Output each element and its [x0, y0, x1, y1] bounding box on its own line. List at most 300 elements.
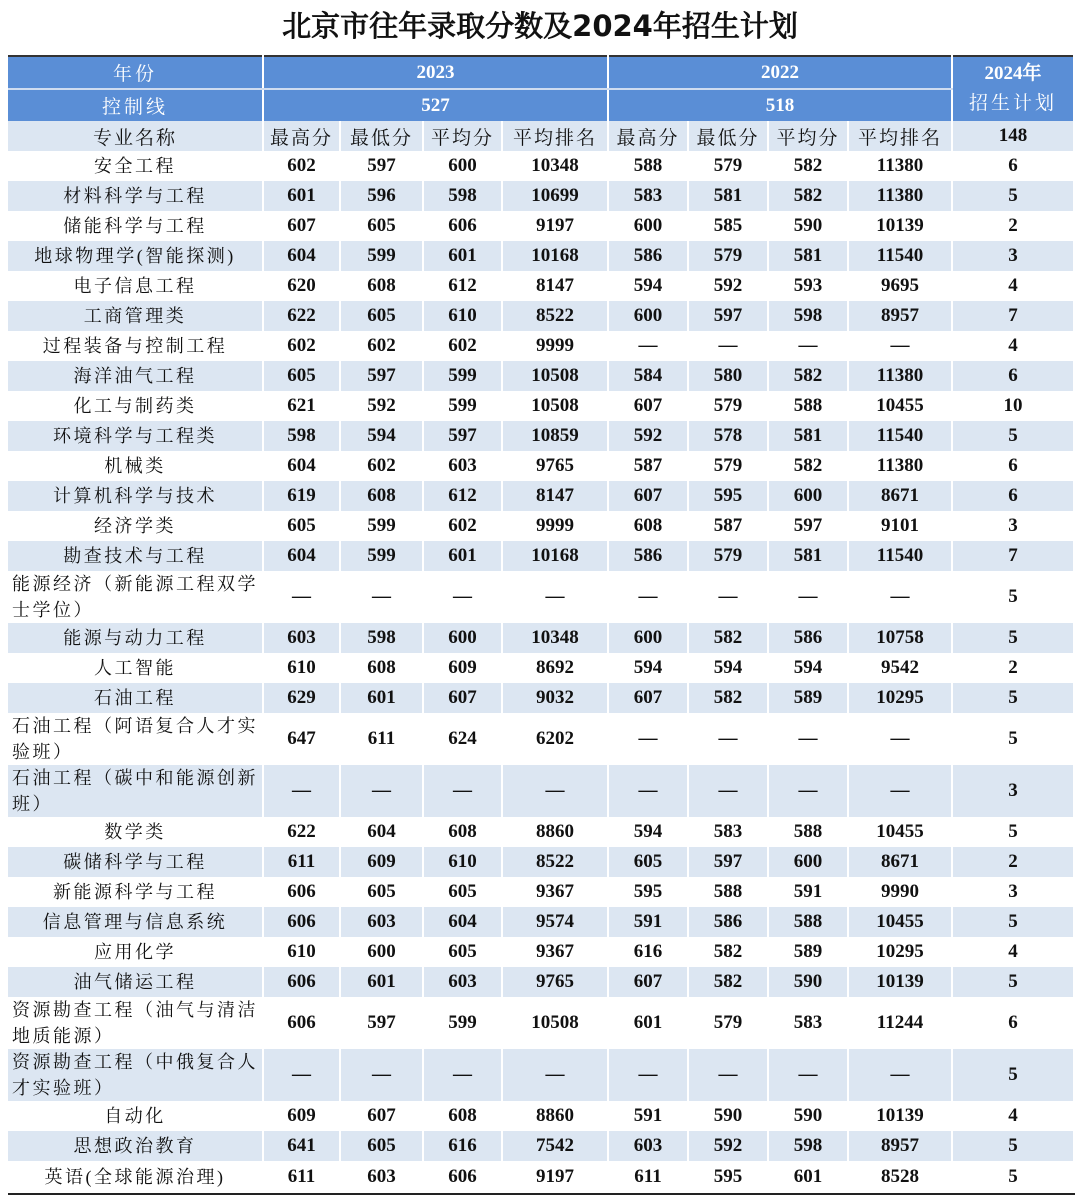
score-cell: 10168	[502, 241, 608, 271]
score-cell: 602	[340, 331, 423, 361]
score-cell: 609	[263, 1101, 340, 1131]
score-cell: 9101	[848, 511, 952, 541]
score-cell: 598	[340, 623, 423, 653]
score-cell: 588	[608, 151, 688, 181]
table-row	[8, 1131, 1074, 1161]
score-cell: 583	[608, 181, 688, 211]
score-cell: 11380	[848, 181, 952, 211]
plan-total: 148	[952, 121, 1074, 151]
table-row	[8, 241, 1074, 271]
score-cell: —	[768, 713, 848, 765]
score-cell: —	[688, 571, 768, 623]
score-cell: —	[848, 1049, 952, 1101]
score-cell: —	[423, 765, 502, 817]
score-cell: 586	[688, 907, 768, 937]
plan-cell: 4	[952, 331, 1074, 361]
score-cell: 600	[423, 151, 502, 181]
table-row	[8, 571, 1074, 623]
score-cell: 610	[423, 301, 502, 331]
major-name: 石油工程	[8, 683, 263, 713]
score-cell: 588	[688, 877, 768, 907]
major-name: 环境科学与工程类	[8, 421, 263, 451]
score-cell: 582	[768, 361, 848, 391]
score-cell: 592	[688, 271, 768, 301]
score-cell: 610	[263, 937, 340, 967]
header-row-year	[8, 56, 1074, 89]
major-label: 专业名称	[8, 121, 263, 151]
score-cell: 601	[263, 181, 340, 211]
column-header: 平均分	[423, 121, 502, 151]
score-cell: 605	[340, 211, 423, 241]
score-cell: 606	[423, 1161, 502, 1194]
score-cell: 604	[340, 817, 423, 847]
score-cell: 582	[768, 151, 848, 181]
score-cell: 600	[768, 481, 848, 511]
table-row	[8, 451, 1074, 481]
score-cell: 580	[688, 361, 768, 391]
table-row	[8, 421, 1074, 451]
score-cell: 11380	[848, 451, 952, 481]
score-cell: 583	[768, 997, 848, 1049]
score-cell: 8671	[848, 847, 952, 877]
score-cell: 592	[608, 421, 688, 451]
score-cell: 624	[423, 713, 502, 765]
score-cell: 610	[263, 653, 340, 683]
major-name: 过程装备与控制工程	[8, 331, 263, 361]
major-name: 材料科学与工程	[8, 181, 263, 211]
score-cell: 616	[423, 1131, 502, 1161]
score-cell: 8692	[502, 653, 608, 683]
score-cell: 599	[423, 997, 502, 1049]
score-cell: 579	[688, 541, 768, 571]
plan-cell: 3	[952, 511, 1074, 541]
year-2022: 2022	[608, 56, 952, 89]
plan-cell: 5	[952, 713, 1074, 765]
score-cell: 602	[263, 331, 340, 361]
score-cell: 10455	[848, 391, 952, 421]
major-name: 英语(全球能源治理)	[8, 1161, 263, 1194]
table-row	[8, 907, 1074, 937]
score-cell: 591	[768, 877, 848, 907]
score-cell: 9197	[502, 1161, 608, 1194]
score-cell: 611	[263, 1161, 340, 1194]
score-cell: 11540	[848, 421, 952, 451]
score-cell: 579	[688, 997, 768, 1049]
major-name: 计算机科学与技术	[8, 481, 263, 511]
score-cell: 590	[768, 211, 848, 241]
column-header: 最高分	[263, 121, 340, 151]
score-cell: 647	[263, 713, 340, 765]
score-cell: 590	[688, 1101, 768, 1131]
score-cell: 9999	[502, 511, 608, 541]
score-cell: 588	[768, 391, 848, 421]
score-cell: 605	[608, 847, 688, 877]
score-cell: —	[423, 571, 502, 623]
score-cell: 594	[608, 653, 688, 683]
table-row	[8, 211, 1074, 241]
plan-cell: 5	[952, 817, 1074, 847]
score-cell: 582	[768, 451, 848, 481]
plan-cell: 6	[952, 151, 1074, 181]
score-cell: 10168	[502, 541, 608, 571]
score-cell: 599	[423, 391, 502, 421]
table-row	[8, 847, 1074, 877]
score-cell: 587	[688, 511, 768, 541]
score-cell: 11540	[848, 241, 952, 271]
score-cell: —	[502, 571, 608, 623]
plan-cell: 5	[952, 1161, 1074, 1194]
score-cell: 588	[768, 817, 848, 847]
major-name: 自动化	[8, 1101, 263, 1131]
table-row	[8, 481, 1074, 511]
score-cell: 8957	[848, 1131, 952, 1161]
score-cell: 600	[423, 623, 502, 653]
score-cell: 9990	[848, 877, 952, 907]
score-cell: 589	[768, 683, 848, 713]
score-cell: 611	[263, 847, 340, 877]
score-cell: 601	[340, 683, 423, 713]
table-row	[8, 937, 1074, 967]
score-cell: 599	[340, 241, 423, 271]
major-name: 数学类	[8, 817, 263, 847]
score-cell: 607	[608, 683, 688, 713]
score-cell: 9197	[502, 211, 608, 241]
score-cell: 600	[340, 937, 423, 967]
score-cell: —	[848, 571, 952, 623]
major-name: 资源勘查工程（中俄复合人才实验班）	[8, 1049, 263, 1101]
major-name: 化工与制药类	[8, 391, 263, 421]
score-cell: 597	[340, 997, 423, 1049]
score-cell: —	[263, 765, 340, 817]
score-cell: 10295	[848, 683, 952, 713]
score-cell: 594	[688, 653, 768, 683]
score-cell: 598	[263, 421, 340, 451]
score-cell: —	[768, 571, 848, 623]
table-row	[8, 1101, 1074, 1131]
score-cell: 582	[688, 937, 768, 967]
major-name: 石油工程（阿语复合人才实验班）	[8, 713, 263, 765]
plan-cell: 7	[952, 541, 1074, 571]
score-cell: 604	[263, 241, 340, 271]
score-cell: 603	[423, 967, 502, 997]
score-cell: 601	[768, 1161, 848, 1194]
score-cell: 10508	[502, 997, 608, 1049]
score-cell: 10295	[848, 937, 952, 967]
score-cell: 593	[768, 271, 848, 301]
plan-cell: 5	[952, 623, 1074, 653]
score-cell: 622	[263, 817, 340, 847]
score-cell: 594	[608, 817, 688, 847]
score-cell: —	[608, 571, 688, 623]
score-cell: 601	[423, 241, 502, 271]
score-cell: —	[768, 765, 848, 817]
score-cell: 620	[263, 271, 340, 301]
score-cell: 584	[608, 361, 688, 391]
major-name: 资源勘查工程（油气与清洁地质能源）	[8, 997, 263, 1049]
score-cell: 607	[608, 481, 688, 511]
score-cell: 581	[768, 241, 848, 271]
score-cell: 603	[423, 451, 502, 481]
score-cell: —	[340, 1049, 423, 1101]
admission-scores-table	[8, 55, 1075, 1195]
score-cell: 9032	[502, 683, 608, 713]
score-cell: 598	[423, 181, 502, 211]
score-cell: 581	[688, 181, 768, 211]
score-cell: —	[263, 571, 340, 623]
score-cell: 590	[768, 967, 848, 997]
score-cell: 608	[340, 653, 423, 683]
score-cell: —	[768, 1049, 848, 1101]
score-cell: —	[340, 765, 423, 817]
plan-cell: 2	[952, 211, 1074, 241]
score-cell: 10758	[848, 623, 952, 653]
score-cell: 609	[340, 847, 423, 877]
score-cell: 6202	[502, 713, 608, 765]
major-name: 海洋油气工程	[8, 361, 263, 391]
table-row	[8, 331, 1074, 361]
score-cell: 579	[688, 241, 768, 271]
column-header: 平均分	[768, 121, 848, 151]
plan-cell: 5	[952, 571, 1074, 623]
score-cell: 597	[423, 421, 502, 451]
score-cell: 595	[688, 481, 768, 511]
score-cell: 10455	[848, 907, 952, 937]
score-cell: 582	[688, 967, 768, 997]
score-cell: 579	[688, 391, 768, 421]
plan-cell: 4	[952, 937, 1074, 967]
score-cell: —	[340, 571, 423, 623]
major-name: 工商管理类	[8, 301, 263, 331]
score-cell: 8671	[848, 481, 952, 511]
score-cell: 609	[423, 653, 502, 683]
score-cell: 602	[423, 511, 502, 541]
score-cell: —	[263, 1049, 340, 1101]
major-name: 地球物理学(智能探测)	[8, 241, 263, 271]
score-cell: 599	[340, 541, 423, 571]
score-cell: —	[608, 765, 688, 817]
score-cell: 594	[768, 653, 848, 683]
table-row	[8, 391, 1074, 421]
score-cell: 606	[263, 967, 340, 997]
score-cell: 586	[608, 541, 688, 571]
score-cell: —	[502, 1049, 608, 1101]
score-cell: 9999	[502, 331, 608, 361]
plan-cell: 2	[952, 847, 1074, 877]
score-cell: 594	[608, 271, 688, 301]
score-cell: 581	[768, 421, 848, 451]
score-cell: —	[502, 765, 608, 817]
score-cell: 611	[340, 713, 423, 765]
score-cell: 9695	[848, 271, 952, 301]
score-cell: 612	[423, 481, 502, 511]
score-cell: —	[688, 713, 768, 765]
header-row-control	[8, 89, 1074, 121]
major-name: 经济学类	[8, 511, 263, 541]
score-cell: 605	[423, 877, 502, 907]
plan-label-year: 2024年	[984, 63, 1042, 84]
score-cell: 8522	[502, 847, 608, 877]
score-cell: 606	[263, 877, 340, 907]
score-cell: 8147	[502, 271, 608, 301]
score-cell: 592	[688, 1131, 768, 1161]
score-cell: 612	[423, 271, 502, 301]
column-header: 最高分	[608, 121, 688, 151]
score-cell: —	[608, 713, 688, 765]
score-cell: 622	[263, 301, 340, 331]
major-name: 安全工程	[8, 151, 263, 181]
major-name: 碳储科学与工程	[8, 847, 263, 877]
table-row	[8, 817, 1074, 847]
table-row	[8, 683, 1074, 713]
score-cell: 9367	[502, 937, 608, 967]
score-cell: 606	[263, 997, 340, 1049]
score-cell: 601	[423, 541, 502, 571]
score-cell: 611	[608, 1161, 688, 1194]
score-cell: 603	[340, 1161, 423, 1194]
score-cell: 10348	[502, 623, 608, 653]
table-row	[8, 1161, 1074, 1194]
score-cell: 8860	[502, 1101, 608, 1131]
table-row	[8, 1049, 1074, 1101]
score-cell: 8860	[502, 817, 608, 847]
score-cell: 586	[608, 241, 688, 271]
score-cell: 582	[688, 683, 768, 713]
score-cell: 619	[263, 481, 340, 511]
score-cell: 8147	[502, 481, 608, 511]
score-cell: 579	[688, 151, 768, 181]
score-cell: 606	[263, 907, 340, 937]
control-2022: 518	[608, 89, 952, 121]
major-name: 应用化学	[8, 937, 263, 967]
score-cell: 11540	[848, 541, 952, 571]
plan-cell: 6	[952, 997, 1074, 1049]
plan-cell: 4	[952, 271, 1074, 301]
major-name: 机械类	[8, 451, 263, 481]
plan-cell: 5	[952, 683, 1074, 713]
score-cell: 603	[340, 907, 423, 937]
table-row	[8, 361, 1074, 391]
table-row	[8, 967, 1074, 997]
column-header-row	[8, 121, 1074, 151]
score-cell: 10348	[502, 151, 608, 181]
score-cell: 604	[263, 541, 340, 571]
score-cell: 582	[688, 623, 768, 653]
score-cell: 9574	[502, 907, 608, 937]
score-cell: 597	[768, 511, 848, 541]
score-cell: 579	[688, 451, 768, 481]
score-cell: 608	[423, 817, 502, 847]
plan-cell: 6	[952, 361, 1074, 391]
control-label: 控制线	[8, 89, 263, 121]
score-cell: 586	[768, 623, 848, 653]
score-cell: 9765	[502, 967, 608, 997]
column-header: 平均排名	[848, 121, 952, 151]
plan-cell: 2	[952, 653, 1074, 683]
score-cell: 600	[608, 301, 688, 331]
major-name: 思想政治教育	[8, 1131, 263, 1161]
score-cell: 8957	[848, 301, 952, 331]
plan-cell: 10	[952, 391, 1074, 421]
table-row	[8, 623, 1074, 653]
score-cell: 603	[263, 623, 340, 653]
score-cell: 597	[340, 361, 423, 391]
column-header: 最低分	[340, 121, 423, 151]
score-cell: 10508	[502, 361, 608, 391]
plan-cell: 5	[952, 421, 1074, 451]
score-cell: 610	[423, 847, 502, 877]
score-cell: 581	[768, 541, 848, 571]
score-cell: 585	[688, 211, 768, 241]
score-cell: 604	[423, 907, 502, 937]
score-cell: 602	[423, 331, 502, 361]
score-cell: 605	[423, 937, 502, 967]
score-cell: —	[688, 1049, 768, 1101]
score-cell: 11380	[848, 151, 952, 181]
score-cell: —	[688, 331, 768, 361]
major-name: 新能源科学与工程	[8, 877, 263, 907]
score-cell: 608	[340, 271, 423, 301]
score-cell: 598	[768, 301, 848, 331]
score-cell: —	[848, 713, 952, 765]
score-cell: 601	[340, 967, 423, 997]
major-name: 信息管理与信息系统	[8, 907, 263, 937]
score-cell: 597	[340, 151, 423, 181]
score-cell: 9765	[502, 451, 608, 481]
score-cell: 599	[423, 361, 502, 391]
score-cell: 629	[263, 683, 340, 713]
plan-cell: 5	[952, 1049, 1074, 1101]
table-row	[8, 541, 1074, 571]
score-cell: 604	[263, 451, 340, 481]
score-cell: 608	[340, 481, 423, 511]
score-cell: 11380	[848, 361, 952, 391]
score-cell: 595	[608, 877, 688, 907]
plan-cell: 6	[952, 481, 1074, 511]
table-row	[8, 713, 1074, 765]
plan-cell: 7	[952, 301, 1074, 331]
year-label: 年份	[8, 56, 263, 89]
score-cell: 607	[263, 211, 340, 241]
plan-cell: 5	[952, 181, 1074, 211]
plan-cell: 5	[952, 907, 1074, 937]
table-row	[8, 151, 1074, 181]
score-cell: 587	[608, 451, 688, 481]
score-cell: 591	[608, 907, 688, 937]
table-row	[8, 765, 1074, 817]
score-cell: 10508	[502, 391, 608, 421]
score-cell: 605	[263, 511, 340, 541]
major-name: 勘查技术与工程	[8, 541, 263, 571]
plan-cell: 3	[952, 877, 1074, 907]
table-row	[8, 181, 1074, 211]
plan-cell: 4	[952, 1101, 1074, 1131]
score-cell: 605	[340, 1131, 423, 1161]
score-cell: 590	[768, 1101, 848, 1131]
table-row	[8, 301, 1074, 331]
score-cell: 10139	[848, 211, 952, 241]
score-cell: 602	[263, 151, 340, 181]
score-cell: 597	[688, 301, 768, 331]
plan-cell: 5	[952, 1131, 1074, 1161]
score-cell: —	[848, 765, 952, 817]
score-cell: 602	[340, 451, 423, 481]
major-name: 能源与动力工程	[8, 623, 263, 653]
score-cell: —	[608, 331, 688, 361]
plan-cell: 3	[952, 241, 1074, 271]
score-cell: 583	[688, 817, 768, 847]
plan-header	[952, 56, 1074, 121]
score-cell: 594	[340, 421, 423, 451]
